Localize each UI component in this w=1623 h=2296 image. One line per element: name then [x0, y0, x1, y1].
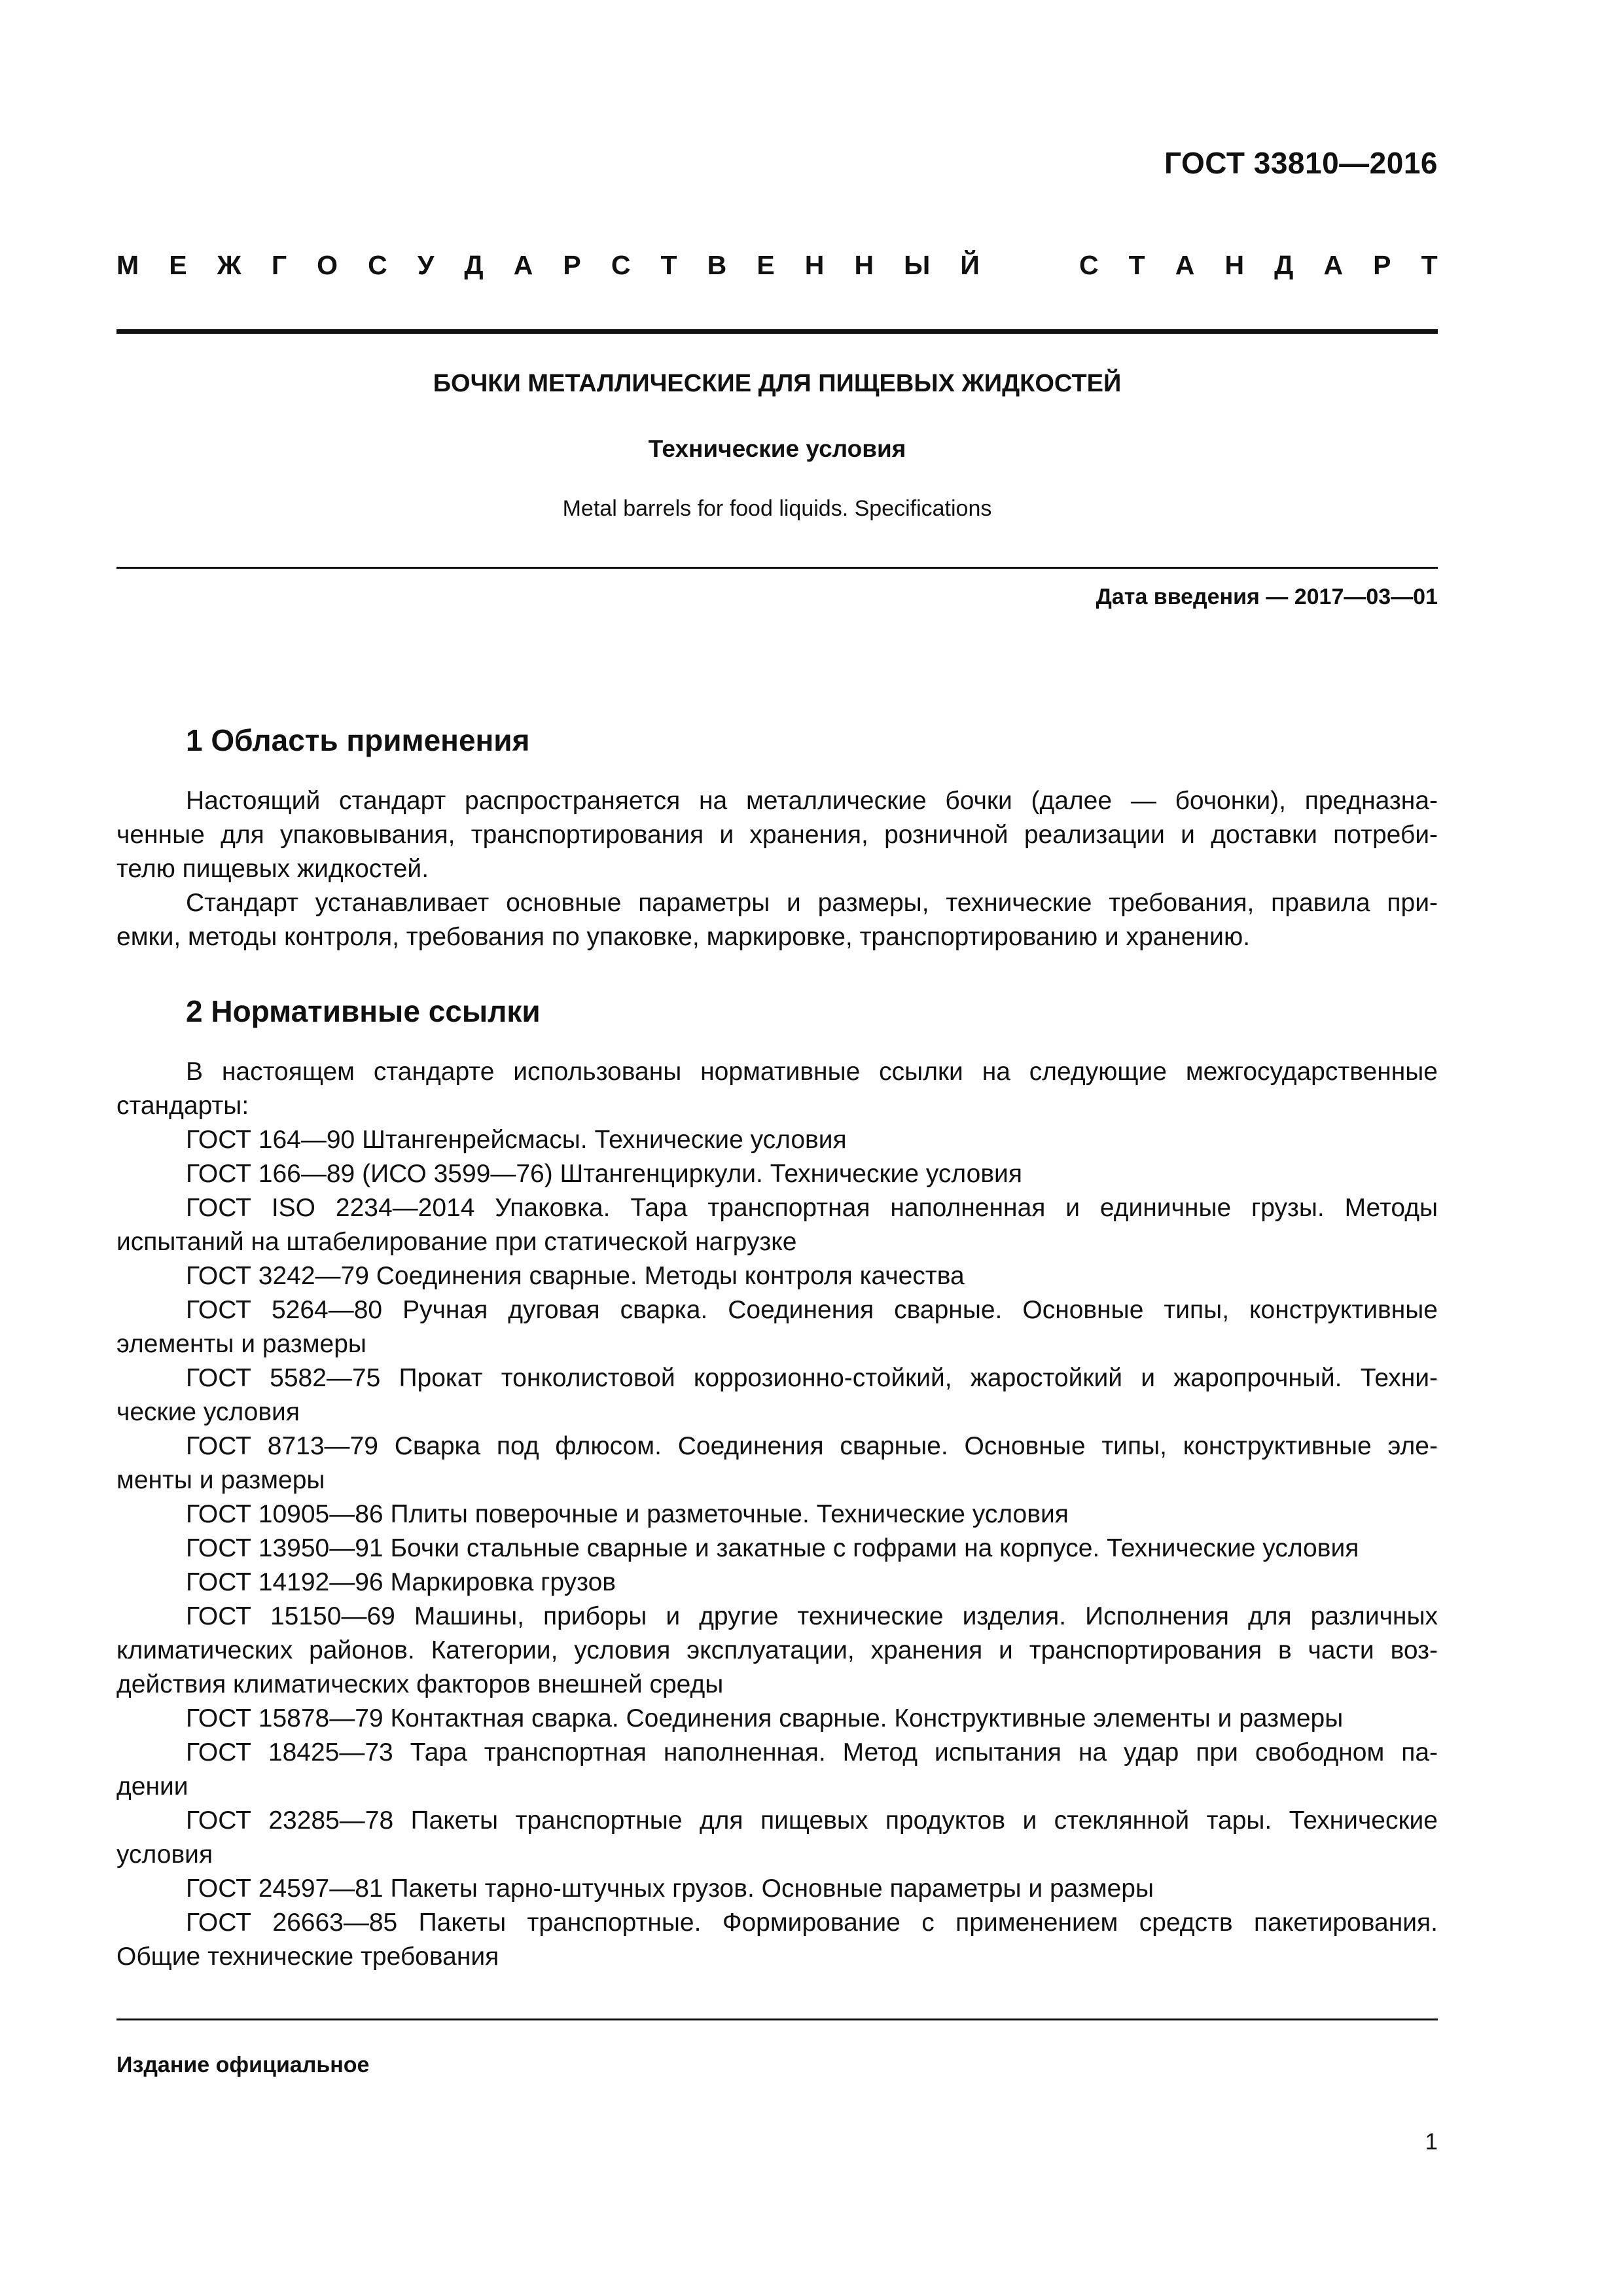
- reference-item: ГОСТ 23285—78 Пакеты транспортные для пищевых продуктов и стеклянной тары. Технические: [186, 1806, 1438, 1835]
- letter: Р: [563, 250, 581, 280]
- reference-item: ГОСТ 8713—79 Сварка под флюсом. Соединения сварные. Основные типы, конструктивные эле-: [186, 1432, 1438, 1460]
- letter: Т: [660, 250, 677, 280]
- scope-paragraph-1: [116, 784, 1438, 954]
- letter: Й: [960, 250, 980, 280]
- letter: Ж: [217, 250, 241, 280]
- reference-item: ГОСТ 14192—96 Маркировка грузов: [186, 1568, 616, 1596]
- text-line: элементы и размеры: [116, 1330, 366, 1358]
- reference-item: ГОСТ 166—89 (ИСО 3599—76) Штангенциркули. Технические условия: [186, 1160, 1022, 1188]
- reference-item: ГОСТ 15878—79 Контактная сварка. Соединения сварные. Конструктивные элементы и размеры: [186, 1704, 1344, 1732]
- reference-item: ГОСТ 5264—80 Ручная дуговая сварка. Соединения сварные. Основные типы, конструктивные: [186, 1296, 1438, 1324]
- title-divider: [116, 567, 1438, 569]
- letter: С: [611, 250, 631, 280]
- letter: А: [1175, 250, 1195, 280]
- letter: М: [116, 250, 139, 280]
- letter: Т: [1128, 250, 1145, 280]
- text-line: условия: [116, 1840, 213, 1869]
- word-gap: [1010, 250, 1049, 281]
- letter: Т: [1421, 250, 1438, 280]
- section-heading-scope: 1 Область применения: [186, 723, 530, 757]
- text-line: стандарты:: [116, 1092, 249, 1120]
- section-heading-references: 2 Нормативные ссылки: [186, 994, 541, 1028]
- text-line: ченные для упаковывания, транспортирования и хранения, розничной реализации и доставки потреби-: [116, 821, 1438, 849]
- letter: С: [368, 250, 387, 280]
- reference-item: ГОСТ ISO 2234—2014 Упаковка. Тара транспортная наполненная и единичные грузы. Методы: [186, 1194, 1438, 1222]
- document-title: БОЧКИ МЕТАЛЛИЧЕСКИЕ ДЛЯ ПИЩЕВЫХ ЖИДКОСТЕЙ: [433, 370, 1122, 397]
- document-number: ГОСТ 33810—2016: [1164, 146, 1438, 180]
- page-number: 1: [1425, 2129, 1438, 2155]
- document-subtitle: Технические условия: [648, 435, 906, 462]
- text-line: телю пищевых жидкостей.: [116, 855, 429, 883]
- reference-item: ГОСТ 24597—81 Пакеты тарно-штучных грузов. Основные параметры и размеры: [186, 1874, 1154, 1903]
- reference-item: ГОСТ 5582—75 Прокат тонколистовой коррозионно-стойкий, жаростойкий и жаропрочный. Техни-: [186, 1364, 1438, 1392]
- reference-item: ГОСТ 15150—69 Машины, приборы и другие технические изделия. Исполнения для различных: [186, 1602, 1438, 1630]
- reference-item: ГОСТ 164—90 Штангенрейсмасы. Технические условия: [186, 1126, 847, 1154]
- text-line: менты и размеры: [116, 1466, 325, 1494]
- text-line: климатических районов. Категории, условия эксплуатации, хранения и транспортирования в части воз-: [116, 1636, 1438, 1664]
- references-list: [116, 1055, 1438, 1974]
- reference-item: ГОСТ 3242—79 Соединения сварные. Методы контроля качества: [186, 1262, 965, 1290]
- letter: Н: [854, 250, 874, 280]
- letter: Д: [1274, 250, 1294, 280]
- text-line: действия климатических факторов внешней среды: [116, 1670, 724, 1698]
- text-line: испытаний на штабелирование при статической нагрузке: [116, 1228, 797, 1256]
- letter: Г: [271, 250, 287, 280]
- reference-item: ГОСТ 13950—91 Бочки стальные сварные и закатные с гофрами на корпусе. Технические условия: [186, 1534, 1359, 1562]
- reference-item: ГОСТ 26663—85 Пакеты транспортные. Формирование с применением средств пакетирования.: [186, 1909, 1438, 1937]
- text-line: Настоящий стандарт распространяется на металлические бочки (далее — бочонки), предназна-: [186, 787, 1438, 815]
- letter: Н: [1224, 250, 1245, 280]
- reference-item: ГОСТ 18425—73 Тара транспортная наполненная. Метод испытания на удар при свободном па-: [186, 1738, 1438, 1767]
- english-title: Metal barrels for food liquids. Specifications: [562, 496, 992, 521]
- letter: Ы: [904, 250, 931, 280]
- letter: У: [417, 250, 435, 280]
- letter: Д: [464, 250, 484, 280]
- text-line: дении: [116, 1772, 188, 1801]
- letter: А: [513, 250, 533, 280]
- text-line: В настоящем стандарте использованы нормативные ссылки на следующие межгосударственные: [186, 1058, 1438, 1086]
- standard-kind-heading: [116, 250, 1438, 281]
- letter: А: [1323, 250, 1344, 280]
- letter: Е: [757, 250, 775, 280]
- text-line: Общие технические требования: [116, 1943, 499, 1971]
- text-line: ческие условия: [116, 1398, 300, 1426]
- header-divider: [116, 329, 1438, 334]
- text-line: емки, методы контроля, требования по упаковке, маркировке, транспортированию и хранению.: [116, 923, 1251, 951]
- letter: В: [707, 250, 727, 280]
- text-line: Стандарт устанавливает основные параметры и размеры, технические требования, правила при-: [186, 889, 1438, 917]
- edition-label: Издание официальное: [116, 2053, 370, 2077]
- introduction-date: Дата введения — 2017—03—01: [1096, 584, 1438, 609]
- reference-item: ГОСТ 10905—86 Плиты поверочные и разметочные. Технические условия: [186, 1500, 1069, 1528]
- footer-divider: [116, 2018, 1438, 2020]
- letter: С: [1079, 250, 1099, 280]
- letter: Е: [169, 250, 187, 280]
- letter: Р: [1373, 250, 1391, 280]
- letter: Н: [804, 250, 825, 280]
- letter: О: [317, 250, 338, 280]
